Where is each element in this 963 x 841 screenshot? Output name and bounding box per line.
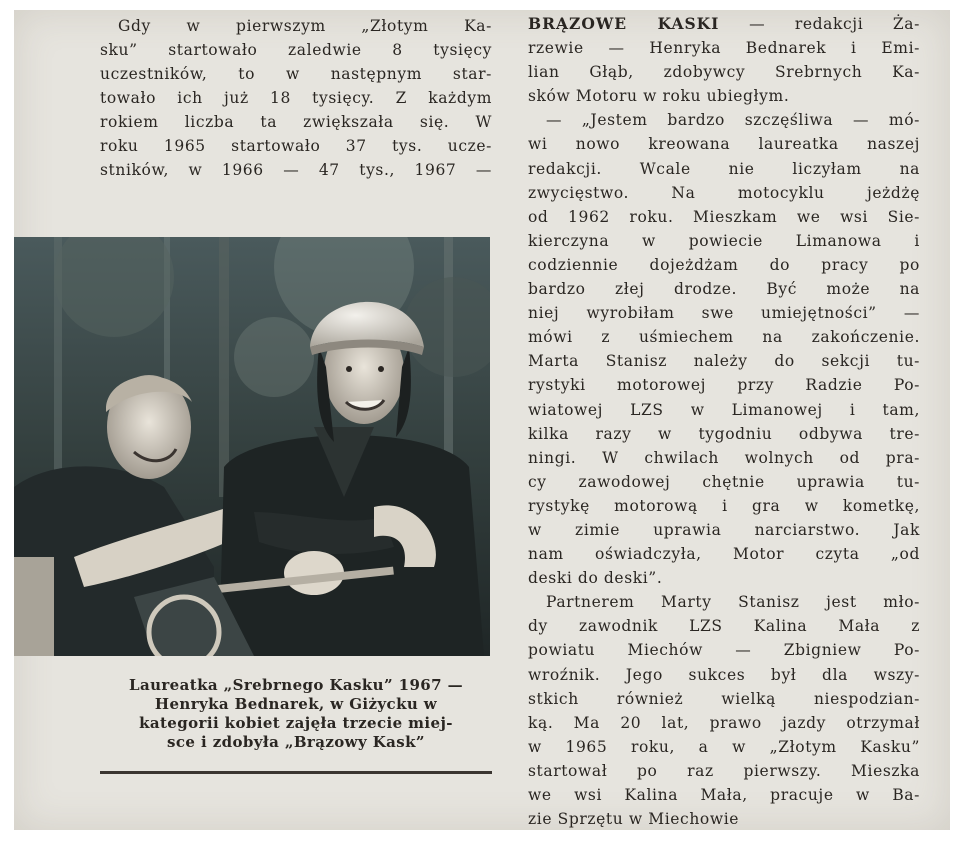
text-line: powiatu Miechów — Zbigniew Po-	[528, 641, 920, 660]
text-line: nam oświadczyła, Motor czyta „od	[528, 545, 920, 564]
section-heading: BRĄZOWE KASKI	[528, 14, 720, 33]
text-line: w 1965 roku, a w „Złotym Kasku”	[528, 737, 920, 756]
text-line: uczestników, to w następnym star-	[100, 65, 492, 83]
text-line: zwycięstwo. Na motocyklu jeżdżę	[528, 183, 920, 202]
text-line: — „Jestem bardzo szczęśliwa — mó-	[546, 111, 920, 130]
text-line: deski do deski”.	[528, 569, 663, 588]
text-line: redakcji. Wcale nie liczyłam na	[528, 159, 920, 178]
caption-line: sce i zdobyła „Brązowy Kask”	[167, 733, 425, 751]
text-line: sków Motoru w roku ubiegłym.	[528, 87, 790, 106]
text-line: Marta Stanisz należy do sekcji tu-	[528, 352, 920, 371]
text-line: kilka razy w tygodniu odbywa tre-	[528, 424, 920, 443]
text-line: w zimie uprawia narciarstwo. Jak	[528, 520, 920, 539]
text-line: rystykę motorową i gra w kometkę,	[528, 496, 920, 515]
divider-rule	[100, 771, 492, 774]
text-line: wi nowo kreowana laureatka naszej	[528, 135, 920, 154]
right-column-text	[528, 12, 920, 831]
text-line: kierczyna w powiecie Limanowa i	[528, 231, 920, 250]
text-line: cy zawodowej chętnie uprawia tu-	[528, 472, 920, 491]
caption-line: Henryka Bednarek, w Giżycku w	[154, 695, 438, 713]
caption-line: kategorii kobiet zajęła trzecie miej-	[139, 714, 453, 732]
text-line: wroźnik. Jego sukces był dla wszy-	[528, 665, 920, 684]
caption-line: Laureatka „Srebrnego Kasku” 1967 —	[129, 676, 463, 694]
text-line: ningi. W chwilach wolnych od pra-	[528, 448, 920, 467]
text-line: od 1962 roku. Mieszkam we wsi Sie-	[528, 207, 920, 226]
text-line: Partnerem Marty Stanisz jest mło-	[546, 593, 920, 612]
text-line: lian Głąb, zdobywcy Srebrnych Ka-	[528, 63, 920, 82]
text-line: rokiem liczba ta zwiększała się. W	[100, 113, 492, 131]
text-line: bardzo złej drodze. Być może na	[528, 280, 920, 299]
text-line: Gdy w pierwszym „Złotym Ka-	[118, 17, 492, 35]
left-column-text	[100, 14, 492, 182]
text-line: zie Sprzętu w Miechowie	[528, 810, 740, 829]
heading-rest: — redakcji Ża-	[749, 15, 920, 33]
text-line: dy zawodnik LZS Kalina Mała z	[528, 617, 920, 636]
text-line: towało ich już 18 tysięcy. Z każdym	[100, 89, 492, 107]
text-line: mówi z uśmiechem na zakończenie.	[528, 328, 920, 347]
photo-caption	[100, 676, 492, 752]
text-line	[528, 12, 920, 36]
text-line: startował po raz pierwszy. Mieszka	[528, 761, 920, 780]
text-line: rzewie — Henryka Bednarek i Emi-	[528, 39, 920, 58]
text-line: codziennie dojeżdżam do pracy po	[528, 255, 920, 274]
text-line: stkich również wielką niespodzian-	[528, 689, 920, 708]
text-line: roku 1965 startowało 37 tys. ucze-	[100, 137, 492, 155]
text-line: niej wyrobiłam swe umiejętności” —	[528, 304, 920, 323]
text-line: stników, w 1966 — 47 tys., 1967 —	[100, 161, 492, 179]
text-line: rystyki motorowej przy Radzie Po-	[528, 376, 920, 395]
text-line: wiatowej LZS w Limanowej i tam,	[528, 400, 920, 419]
text-line: sku” startowało zaledwie 8 tysięcy	[100, 41, 492, 59]
photo-woman-in-helmet-icon	[14, 237, 490, 656]
text-line: we wsi Kalina Mała, pracuje w Ba-	[528, 786, 920, 804]
text-line: ką. Ma 20 lat, prawo jazdy otrzymał	[528, 713, 920, 732]
